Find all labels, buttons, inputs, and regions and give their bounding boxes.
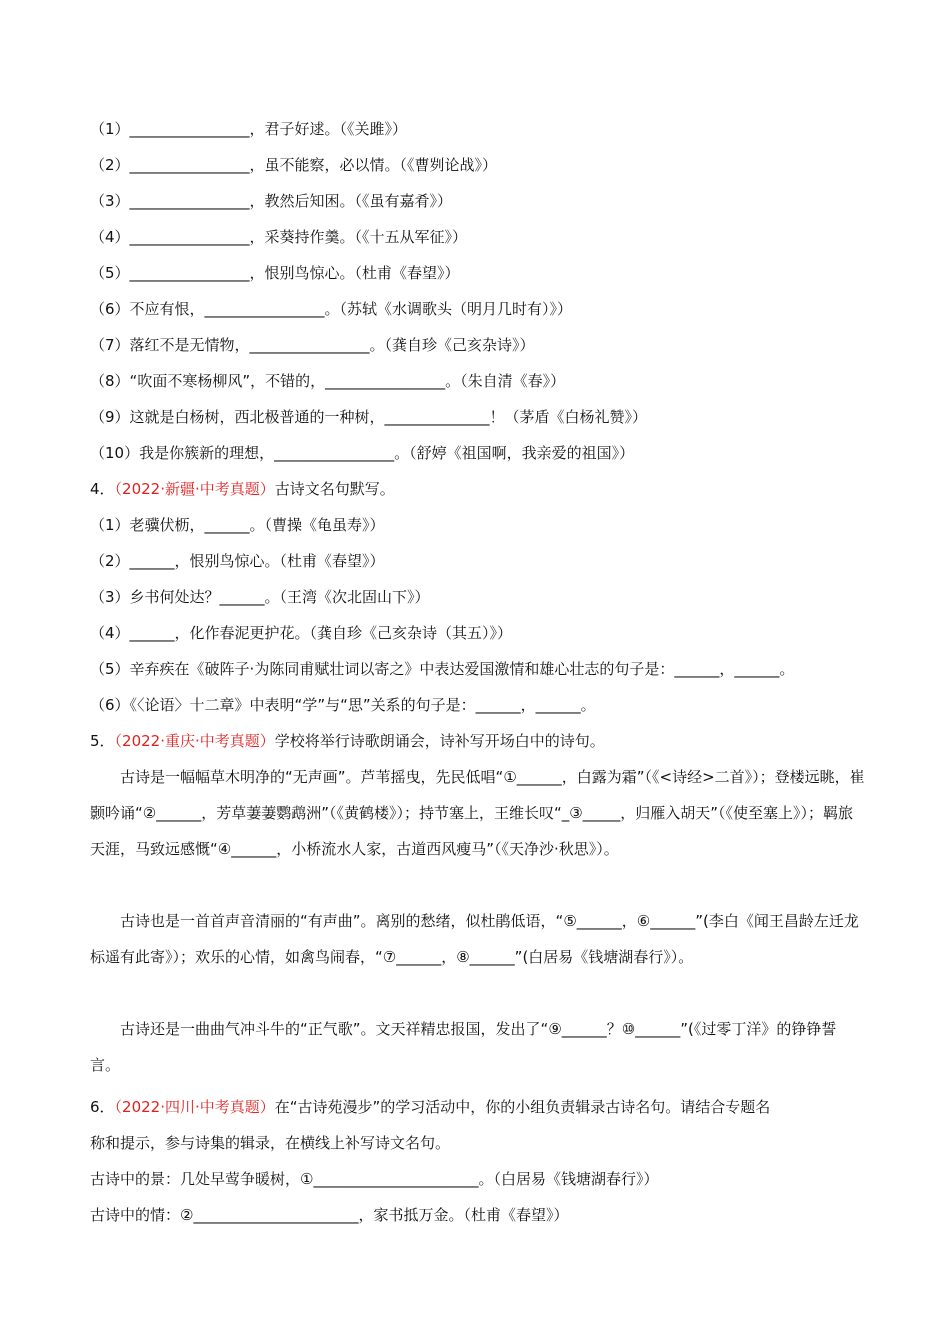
q3-item-5: （5）________________，恨别鸟惊心。（杜甫《春望》） (90, 264, 460, 282)
question-prompt: 在“古诗苑漫步”的学习活动中，你的小组负责辑录古诗名句。请结合专题名 (274, 1098, 771, 1116)
q3-item-1: （1）________________，君子好逑。（《关雎》） (90, 120, 408, 138)
source-tag: （2022·新疆·中考真题） (114, 480, 275, 498)
q3-item-10: （10）我是你簇新的理想，________________。（舒婷《祖国啊，我亲爱的祖国》） (90, 444, 635, 462)
q3-item-2: （2）________________，虽不能察，必以情。（《曹刿论战》） (90, 156, 498, 174)
q4-item-4: （4）______，化作春泥更护花。（龚自珍《己亥杂诗（其五）》） (90, 624, 513, 642)
q6-prompt-continued: 称和提示，参与诗集的辑录，在横线上补写诗文名句。 (90, 1134, 451, 1152)
source-tag: （2022·重庆·中考真题） (114, 732, 275, 750)
question-4-header (90, 479, 395, 499)
q5-paragraph-2: 古诗也是一首首声音清丽的“有声曲”。离别的愁绪，似杜鹃低语，“⑤______，⑥______”(李白《闻王昌龄左迁龙标遥有此寄》）；欢乐的心情，如禽鸟闹春，“⑦______，⑧______”(白居易《钱塘湖春行》）。 (90, 912, 859, 966)
question-prompt: 学校将举行诗歌朗诵会，诗补写开场白中的诗句。 (274, 732, 605, 750)
q3-item-3: （3）________________，教然后知困。（《虽有嘉肴》） (90, 192, 453, 210)
q3-item-6: （6）不应有恨，________________。（苏轼《水调歌头（明月几时有）》） (90, 300, 573, 318)
q5-paragraph-1: 古诗是一幅幅草木明净的“无声画”。芦苇摇曳，先民低唱“①______，白露为霜”（《<诗经>二首》）；登楼远眺，崔颢吟诵“②______，芳草萋萋鹦鹉洲”（《黄鹤楼》）；持节塞上，王维长叹“_③_____，归雁入胡天”（《使至塞上》）；羁旅天涯，马致远感慨“④______，小桥流水人家，古道西风瘦马”（《天净沙·秋思》）。 (90, 768, 865, 858)
question-number: 5． (90, 732, 115, 750)
q4-item-3: （3）乡书何处达？______。（王湾《次北固山下》） (90, 588, 430, 606)
question-6-header (90, 1097, 770, 1117)
q3-item-8: （8）“吹面不寒杨柳风”，不错的，________________。（朱自清《春》） (90, 372, 566, 390)
q3-item-4: （4）________________，采葵持作羹。（《十五从军征》） (90, 228, 468, 246)
q4-item-6: （6）《〈论语〉十二章》中表明“学”与“思”关系的句子是：______，______。 (90, 696, 596, 714)
question-number: 6． (90, 1098, 115, 1116)
q4-item-1: （1）老骥伏枥，______。（曹操《龟虽寿》） (90, 516, 385, 534)
source-tag: （2022·四川·中考真题） (114, 1098, 275, 1116)
q4-item-5: （5）辛弃疾在《破阵子·为陈同甫赋壮词以寄之》中表达爱国激情和雄心壮志的句子是：______，______。 (90, 660, 795, 678)
question-number: 4． (90, 480, 115, 498)
question-5-header (90, 731, 605, 751)
q5-paragraph-3: 古诗还是一曲曲气冲斗牛的“正气歌”。文天祥精忠报国，发出了“⑨______？⑩______”(《过零丁洋》的铮铮誓言。 (90, 1020, 837, 1074)
q3-item-7: （7）落红不是无情物，________________。（龚自珍《己亥杂诗》） (90, 336, 535, 354)
q4-item-2: （2）______，恨别鸟惊心。（杜甫《春望》） (90, 552, 385, 570)
q3-item-9: （9）这就是白杨树，西北极普通的一种树，______________！（茅盾《白杨礼赞》） (90, 408, 648, 426)
q6-item-2: 古诗中的情：②______________________，家书抵万金。（杜甫《春望》） (90, 1206, 569, 1224)
question-prompt: 古诗文名句默写。 (274, 480, 395, 498)
q6-item-1: 古诗中的景：几处早莺争暖树，①______________________。（白居易《钱塘湖春行》） (90, 1170, 659, 1188)
